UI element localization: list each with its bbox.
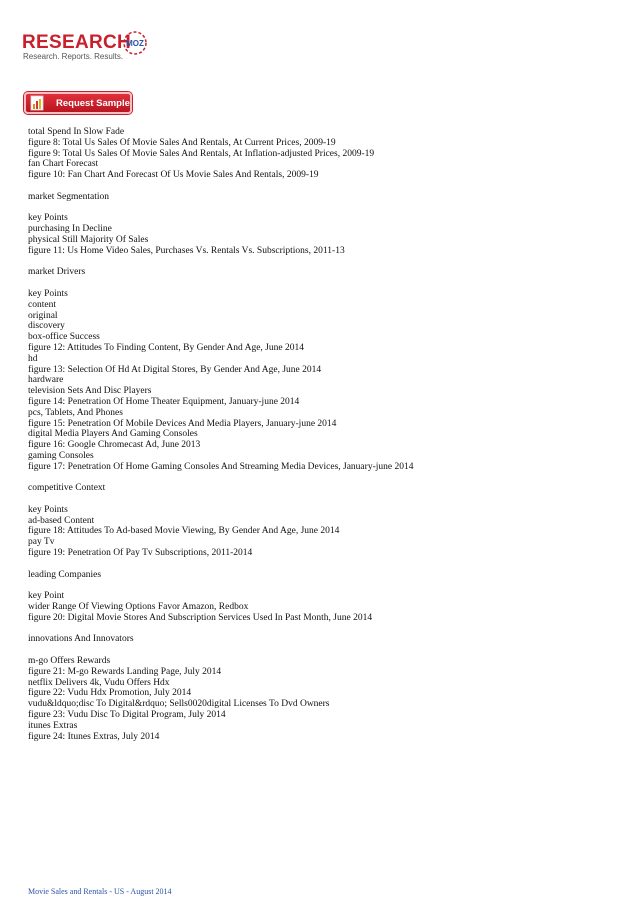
toc-line: itunes Extras <box>28 720 78 731</box>
toc-line: purchasing In Decline <box>28 224 112 235</box>
toc-line: figure 20: Digital Movie Stores And Subscription Services Used In Past Month, June 2014 <box>28 612 373 623</box>
blank-line <box>28 257 618 268</box>
blank-line <box>28 645 618 656</box>
toc-line: leading Companies <box>28 569 102 580</box>
toc-line: physical Still Majority Of Sales <box>28 234 149 245</box>
blank-line <box>28 559 618 570</box>
toc-line: digital Media Players And Gaming Consoles <box>28 429 198 440</box>
toc-line: figure 22: Vudu Hdx Promotion, July 2014 <box>28 688 192 699</box>
toc-line: figure 9: Total Us Sales Of Movie Sales And Rentals, At Inflation-adjusted Prices, 2009-19 <box>28 148 375 159</box>
request-sample-button[interactable] <box>24 92 132 114</box>
toc-line: figure 11: Us Home Video Sales, Purchases Vs. Rentals Vs. Subscriptions, 2011-13 <box>28 245 345 256</box>
toc-line: figure 21: M-go Rewards Landing Page, July 2014 <box>28 666 222 677</box>
toc-line: figure 13: Selection Of Hd At Digital Stores, By Gender And Age, June 2014 <box>28 364 322 375</box>
blank-line <box>28 494 618 505</box>
request-sample-label: Request Sample <box>56 97 130 109</box>
toc-line: pay Tv <box>28 537 55 548</box>
document-chart-icon <box>30 95 46 111</box>
toc-line: total Spend In Slow Fade <box>28 127 125 137</box>
toc-line: figure 8: Total Us Sales Of Movie Sales And Rentals, At Current Prices, 2009-19 <box>28 137 336 148</box>
toc-line: innovations And Innovators <box>28 634 134 645</box>
toc-line: hardware <box>28 375 64 386</box>
researchmoz-logo <box>22 30 172 70</box>
toc-line: television Sets And Disc Players <box>28 386 152 397</box>
toc-line: figure 23: Vudu Disc To Digital Program, July 2014 <box>28 710 226 721</box>
toc-line: netflix Delivers 4k, Vudu Offers Hdx <box>28 677 170 688</box>
toc-line: key Points <box>28 288 68 299</box>
logo-badge-text: MOZ <box>126 39 144 48</box>
toc-line: figure 15: Penetration Of Mobile Devices And Media Players, January-june 2014 <box>28 418 337 429</box>
toc-line: figure 19: Penetration Of Pay Tv Subscriptions, 2011-2014 <box>28 548 253 559</box>
logo-wordmark: RESEARCH <box>22 32 132 53</box>
toc-line: fan Chart Forecast <box>28 159 99 170</box>
toc-line: m-go Offers Rewards <box>28 656 111 667</box>
blank-line <box>28 181 618 192</box>
toc-line: figure 14: Penetration Of Home Theater Equipment, January-june 2014 <box>28 396 300 407</box>
toc-line: content <box>28 299 56 310</box>
toc-line: figure 18: Attitudes To Ad-based Movie Viewing, By Gender And Age, June 2014 <box>28 526 340 537</box>
logo-tagline: Research. Reports. Results. <box>23 52 124 61</box>
toc-line: market Drivers <box>28 267 86 278</box>
toc-line: ad-based Content <box>28 515 95 526</box>
toc-line: hd <box>28 353 38 364</box>
toc-line: figure 16: Google Chromecast Ad, June 2013 <box>28 440 201 451</box>
toc-line: market Segmentation <box>28 191 109 202</box>
blank-line <box>28 473 618 484</box>
toc-line: discovery <box>28 321 65 332</box>
blank-line <box>28 624 618 635</box>
footer-link[interactable]: Movie Sales and Rentals - US - August 2014 <box>28 887 172 896</box>
table-of-contents <box>28 127 618 742</box>
blank-line <box>28 278 618 289</box>
toc-line: figure 10: Fan Chart And Forecast Of Us Movie Sales And Rentals, 2009-19 <box>28 170 319 181</box>
logo-badge-icon <box>122 30 148 56</box>
blank-line <box>28 580 618 591</box>
toc-line: competitive Context <box>28 483 106 494</box>
toc-line: vudu&ldquo;disc To Digital&rdquo; Sells0020digital Licenses To Dvd Owners <box>28 699 330 710</box>
toc-line: figure 17: Penetration Of Home Gaming Consoles And Streaming Media Devices, January-june 2014 <box>28 461 414 472</box>
toc-line: original <box>28 310 58 321</box>
toc-line: box-office Success <box>28 332 100 343</box>
toc-line: wider Range Of Viewing Options Favor Amazon, Redbox <box>28 602 249 613</box>
toc-line: figure 12: Attitudes To Finding Content, By Gender And Age, June 2014 <box>28 342 304 353</box>
toc-line: figure 24: Itunes Extras, July 2014 <box>28 731 160 742</box>
toc-line: key Points <box>28 504 68 515</box>
toc-line: key Point <box>28 591 65 602</box>
toc-line: gaming Consoles <box>28 450 94 461</box>
blank-line <box>28 203 618 214</box>
toc-line: key Points <box>28 213 68 224</box>
toc-line: pcs, Tablets, And Phones <box>28 407 123 418</box>
